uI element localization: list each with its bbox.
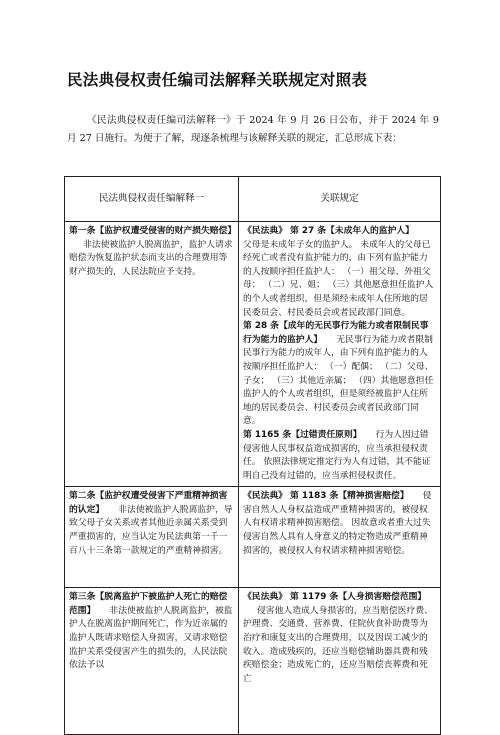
- article-body: 非法使被监护人脱离监护，被监护人在脱离监护期间死亡，作为近亲属的监护人既请求赔偿人身损害，又请求赔偿监护关系受侵害产生的损失的，人民法院依法予以: [69, 605, 233, 671]
- provision-body: 侵害自然人人身权益造成严重精神损害的，被侵权人有权请求精神损害赔偿。 因故意或者重大过失侵害自然人具有人身意义的特定物造成严重精神损害的，被侵权人有权请求精神损害赔偿。: [243, 491, 432, 556]
- provision-title: 《民法典》 第 27 条【未成年人的监护人】: [243, 226, 414, 236]
- intro-paragraph: 《民法典侵权责任编司法解释一》于 2024 年 9 月 26 日公布，并于 2024 年 9 月 27 日施行。为便于了解，现逐条梳理与该解释关联的规定，汇总形成下表：: [67, 115, 439, 144]
- interpretation-cell: [65, 588, 239, 735]
- article-title: 第三条【脱离监护下被监护人死亡的赔偿范围】: [69, 592, 228, 616]
- table-row: [65, 487, 441, 588]
- provision-title: 《民法典》 第 1183 条【精神损害赔偿】: [243, 491, 409, 502]
- article-body: 非法使被监护人脱离监护，监护人请求赔偿为恢复监护状态而支出的合理费用等财产损失的，人民法院应予支持。: [69, 239, 233, 277]
- interpretation-cell: [65, 222, 239, 487]
- provision-body: 侵害他人造成人身损害的，应当赔偿医疗费、护理费、交通费、营养费、住院伙食补助费等为治疗和康复支出的合理费用，以及因误工减少的收入。造成残疾的，还应当赔偿辅助器具费和残疾赔偿金；造成死亡的，还应当赔偿丧葬费和死亡: [243, 605, 433, 684]
- provision-title: 第 1165 条【过错责任原则】: [243, 429, 362, 440]
- related-provisions-cell: [239, 487, 441, 588]
- column-header: 关联规定: [239, 177, 441, 222]
- article-title: 第二条【监护权遭受侵害下严重精神损害的认定】: [69, 491, 228, 515]
- provision-body: 行为人因过错侵害他人民事权益造成损害的，应当承担侵权责任。 依照法律规定推定行为人有过错，其不能证明自己没有过错的，应当承担侵权责任。: [243, 429, 431, 481]
- table-row: [65, 588, 441, 735]
- interpretation-cell: [65, 487, 239, 588]
- table-row: [65, 222, 441, 487]
- article-body: 非法使被监护人脱离监护，导致父母子女关系或者其他近亲属关系受到严重损害的，应当认定为民法典第一千一百八十三条第一款规定的严重精神损害。: [69, 504, 233, 556]
- related-provisions-cell: [239, 588, 441, 735]
- provision-body: 无民事行为能力或者限制民事行为能力的成年人，由下列有监护能力的人按顺序担任监护人： （一）配偶； （二）父母、子女； （三）其他近亲属； （四）其他愿意担任监护人的个人或者组织，但是须经被监护人住所地的居民委员会、村民委员会或者民政部门同意。: [243, 334, 434, 427]
- provision-title: 第 28 条【成年的无民事行为能力或者限制民事行为能力的监护人】: [243, 321, 429, 345]
- provision-title: 《民法典》 第 1179 条【人身损害赔偿范围】: [243, 592, 427, 603]
- column-header: 民法典侵权责任编解释一: [65, 177, 239, 222]
- page-title: 民法典侵权责任编司法解释关联规定对照表: [67, 71, 368, 89]
- table-header-row: [65, 177, 441, 222]
- comparison-table: [64, 176, 441, 735]
- related-provisions-cell: [239, 222, 441, 487]
- article-title: 第一条【监护权遭受侵害的财产损失赔偿】: [69, 226, 237, 236]
- provision-body: 父母是未成年子女的监护人。 未成年人的父母已经死亡或者没有监护能力的，由下列有监护能力的人按顺序担任监护人： （一）祖父母、外祖父母； （二）兄、姐； （三）其他愿意担任监护人的个人或者组织，但是须经未成年人住所地的居民委员会、村民委员会或者民政部门同意。: [243, 239, 434, 318]
